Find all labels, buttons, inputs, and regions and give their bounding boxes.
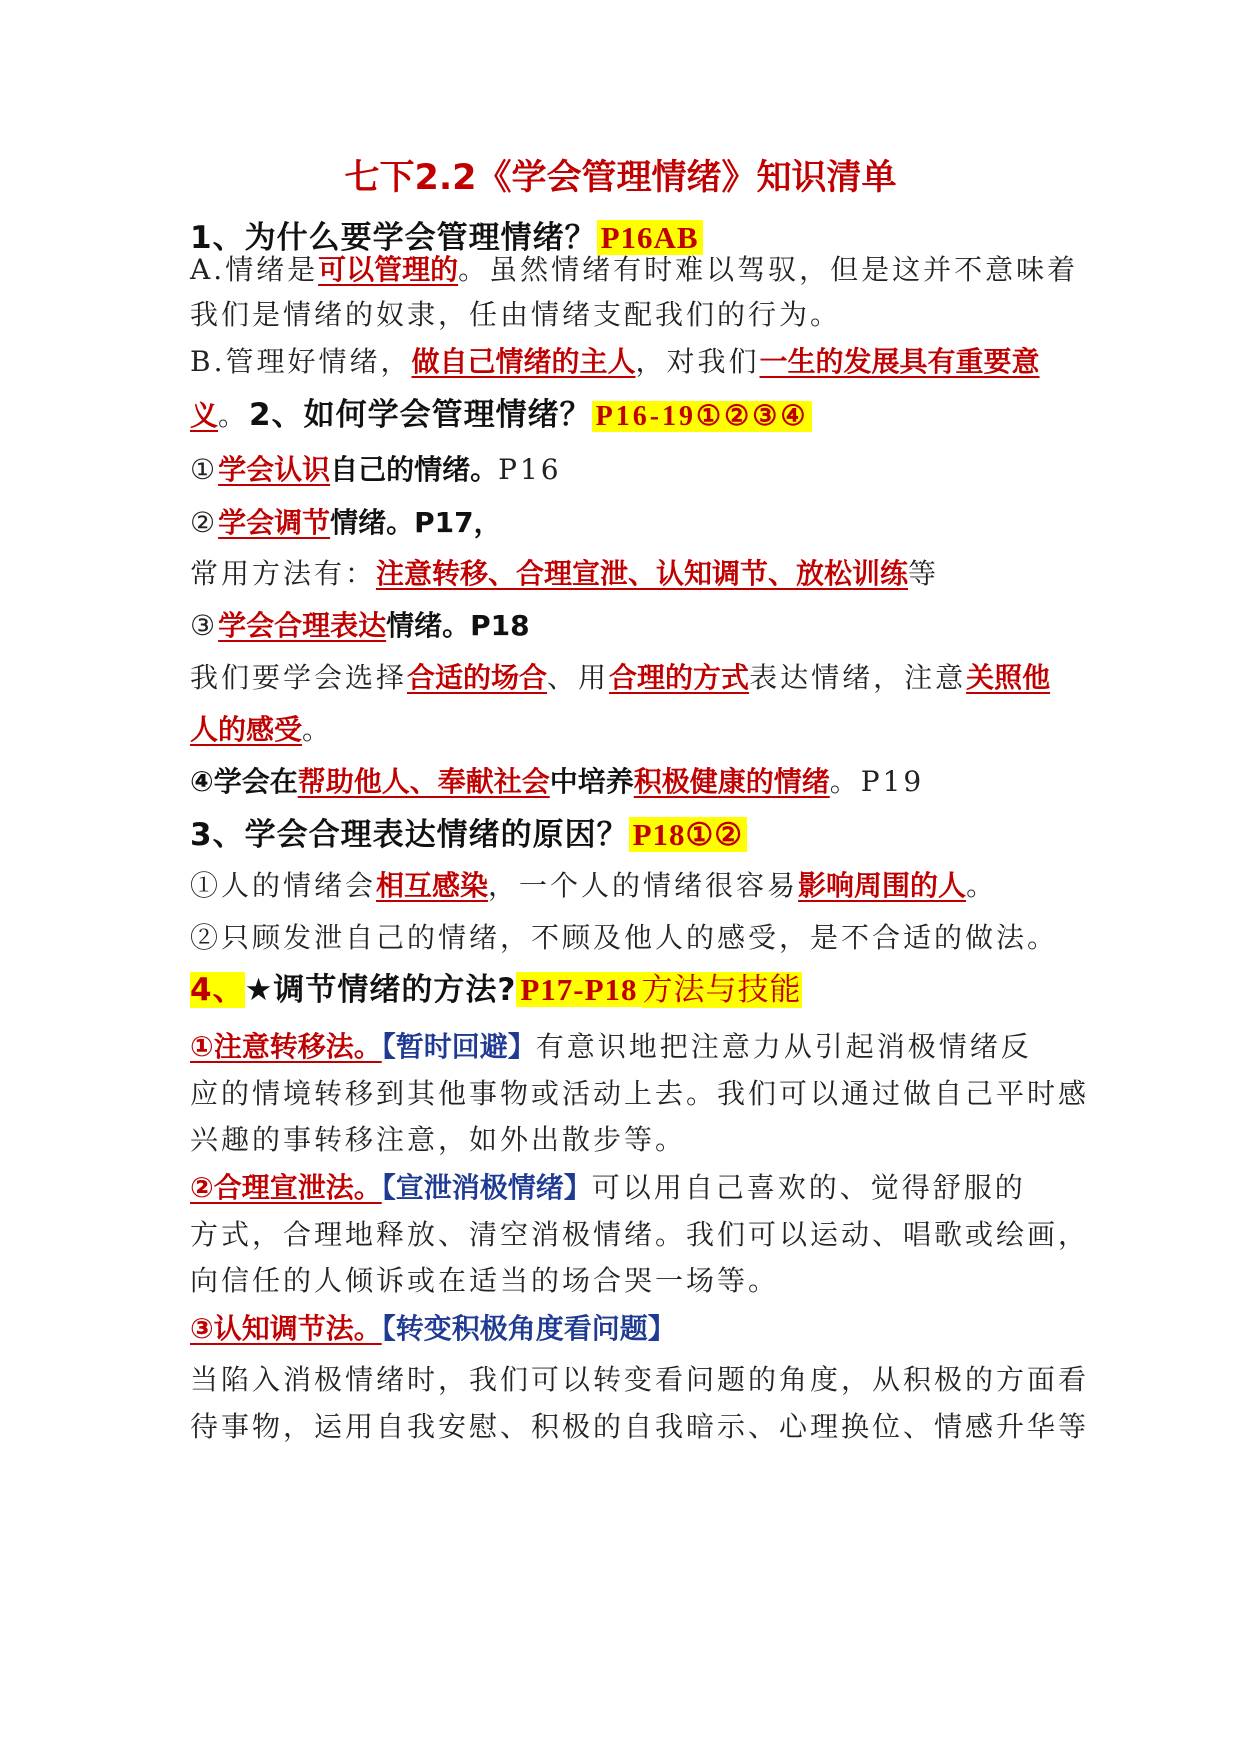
method-3 [190, 606, 530, 646]
keyword: 学会合理表达 [218, 609, 387, 642]
bracket-label: 【转变积极角度看问题】 [381, 1312, 676, 1345]
text: 我们要学会选择 [190, 661, 408, 694]
text: 等 [908, 557, 940, 590]
text: 。 [218, 399, 250, 432]
text: B.管理好情绪， [190, 345, 412, 378]
method-3-detail [190, 658, 1050, 698]
page-ref: P16 [498, 453, 562, 486]
keyword: 做自己情绪的主人 [411, 345, 636, 378]
question-4 [190, 970, 802, 1010]
line-a [190, 250, 1078, 290]
keyword: 人的感受 [190, 713, 303, 746]
keyword: 一生的发展具有重要意 [759, 345, 1040, 378]
text: ④学会在 [190, 765, 298, 798]
keyword: ②合理宣泄法。 [190, 1171, 382, 1204]
question-3 [190, 815, 747, 855]
text: 、用 [547, 661, 610, 694]
text: 可以用自己喜欢的、觉得舒服的 [591, 1171, 1026, 1204]
page-title: 七下2.2《学会管理情绪》知识清单 [344, 158, 897, 198]
text: 。 [966, 869, 998, 902]
keyword: ①注意转移法。 [190, 1030, 382, 1063]
text: ①人的情绪会 [190, 869, 377, 902]
question-4-heading: ★调节情绪的方法? [244, 972, 517, 1008]
skill-2-c: 向信任的人倾诉或在适当的场合哭一场等。 [190, 1264, 780, 1297]
skill-2-b: 方式，合理地释放、清空消极情绪。我们可以运动、唱歌或绘画， [190, 1218, 1090, 1251]
question-2-heading: 2、如何学会管理情绪？ [249, 397, 592, 433]
keyword: 相互感染 [376, 869, 489, 902]
page-ref-badge: P17-P18 [516, 972, 641, 1007]
keyword: 学会认识 [218, 453, 331, 486]
method-2 [190, 503, 502, 543]
text: 情绪。P18 [386, 609, 530, 642]
method-4 [190, 762, 924, 802]
page-ref-badge: P18①② [629, 817, 748, 852]
skill-1-c: 兴趣的事转移注意，如外出散步等。 [190, 1123, 687, 1156]
text: ，对我们 [635, 345, 760, 378]
skill-1-b: 应的情境转移到其他事物或活动上去。我们可以通过做自己平时感 [190, 1077, 1090, 1110]
question-3-heading: 3、学会合理表达情绪的原因？ [190, 817, 629, 853]
skill-3 [190, 1309, 676, 1349]
reason-1 [190, 866, 997, 906]
text: ② [190, 506, 219, 539]
text: ③ [190, 609, 219, 642]
keyword: 学会调节 [218, 506, 331, 539]
keyword: ③认知调节法。 [190, 1312, 382, 1345]
text: 常用方法有： [190, 557, 377, 590]
text: 。 [302, 713, 334, 746]
keyword: 义 [190, 399, 219, 432]
text: 自己的情绪。 [330, 453, 499, 486]
bracket-label: 【宣泄消极情绪】 [381, 1171, 592, 1204]
line-b2 [190, 395, 812, 437]
text: 中培养 [549, 765, 634, 798]
skill-1 [190, 1027, 1032, 1067]
keyword: 关照他 [966, 661, 1051, 694]
skill-3-c: 待事物，运用自我安慰、积极的自我暗示、心理换位、情感升华等 [190, 1410, 1090, 1443]
keyword: 可以管理的 [318, 253, 459, 286]
keyword: 积极健康的情绪 [633, 765, 830, 798]
keyword: 合适的场合 [407, 661, 548, 694]
question-4-number: 4、 [190, 972, 245, 1008]
method-2-detail [190, 554, 939, 594]
text: ① [190, 453, 219, 486]
keyword: 注意转移、合理宣泄、认知调节、放松训练 [376, 557, 909, 590]
keyword: 影响周围的人 [798, 869, 967, 902]
skill-3-b: 当陷入消极情绪时，我们可以转变看问题的角度，从积极的方面看 [190, 1363, 1090, 1396]
text: 。P19 [829, 765, 925, 798]
page-ref-badge: P16AB [597, 220, 703, 255]
method-1 [190, 450, 562, 490]
page-ref-badge: P16-19①②③④ [592, 401, 813, 432]
text: 情绪。P17， [330, 506, 502, 539]
text: A.情绪是 [190, 253, 319, 286]
text: ，一个人的情绪很容易 [488, 869, 799, 902]
text: 。虽然情绪有时难以驾驭，但是这并不意味着 [458, 253, 1079, 286]
section-label: 方法与技能 [641, 972, 802, 1008]
keyword: 合理的方式 [609, 661, 750, 694]
skill-2 [190, 1168, 1026, 1208]
keyword: 帮助他人、奉献社会 [297, 765, 550, 798]
method-3-detail-2 [190, 710, 333, 750]
text: 有意识地把注意力从引起消极情绪反 [535, 1030, 1032, 1063]
line-a2: 我们是情绪的奴隶，任由情绪支配我们的行为。 [190, 298, 842, 331]
bracket-label: 【暂时回避】 [381, 1030, 536, 1063]
reason-2: ②只顾发泄自己的情绪，不顾及他人的感受，是不合适的做法。 [190, 921, 1059, 954]
question-1-heading: 1、为什么要学会管理情绪？ [190, 220, 597, 256]
line-b [190, 342, 1040, 382]
text: 表达情绪，注意 [749, 661, 967, 694]
